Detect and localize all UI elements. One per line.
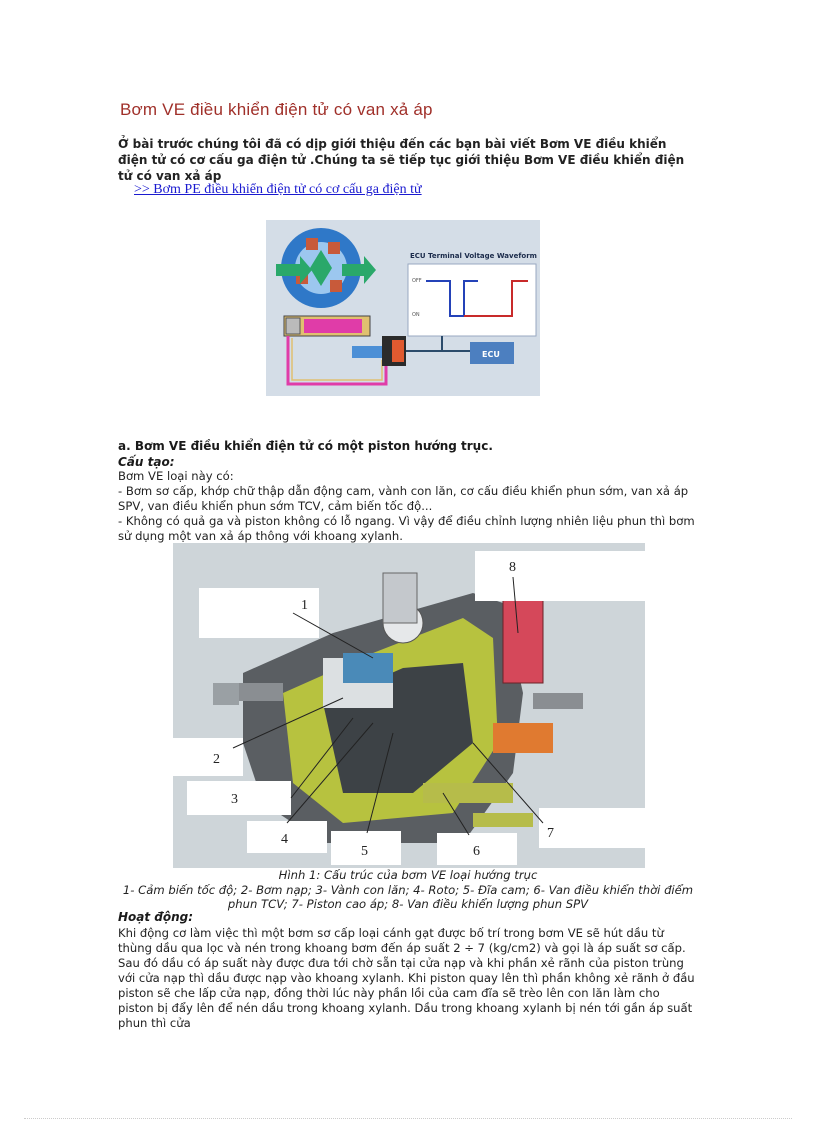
structure-line-1: Bơm VE loại này có: (118, 469, 234, 483)
callout-4-label: 4 (281, 832, 288, 847)
article-title: Bơm VE điều khiển điện tử có van xả áp (120, 100, 433, 119)
figure-caption (118, 868, 698, 912)
off-label: OFF (412, 278, 422, 284)
callout-1-label: 1 (301, 598, 308, 613)
callout-8-label: 8 (509, 560, 516, 575)
section-a-heading: a. Bơm VE điều khiển điện tử có một piston hướng trục. (118, 439, 493, 453)
related-article-link[interactable]: >> Bơm PE điều khiển điện tử có cơ cấu ga điện tử (134, 182, 422, 197)
callout-2-label: 2 (213, 752, 220, 767)
callout-3-label: 3 (231, 792, 238, 807)
operation-text: Khi động cơ làm việc thì một bơm sơ cấp loại cánh gạt được bố trí trong bơm VE sẽ hút dầu từ thùng dầu qua lọc và nén trong khoang bơm đến áp suất 2 ÷ 7 (kg/cm2) và gọi là áp suất sơ cấp. Sau đó dầu có áp suất này được đưa tới chờ sẵn tại cửa nạp và khi phần xẻ rãnh của piston trùng với cửa nạp thì dầu được nạp vào khoang xylanh. Khi piston quay lên thì phần không xẻ rãnh ở đầu piston sẽ che lấp cửa nạp, đồng thời lúc này phần lồi của cam đĩa sẽ trèo lên con lăn làm cho piston bị đẩy lên để nén dầu trong khoang xylanh. Dầu trong khoang xylanh bị nén tới gần áp suất phun thì cửa (118, 926, 695, 1030)
operation-heading: Hoạt động: (118, 910, 194, 924)
ecu-label: ECU (482, 350, 500, 359)
callout-7-label: 7 (547, 826, 554, 841)
structure-line-3: - Không có quả ga và piston không có lỗ ngang. Vì vậy để điều chỉnh lượng nhiên liệu phun thì bơm sử dụng một van xả áp thông với khoang xylanh. (118, 514, 695, 543)
waveform-title: ECU Terminal Voltage Waveform (410, 252, 537, 260)
structure-line-2: - Bơm sơ cấp, khớp chữ thập dẫn động cam, vành con lăn, cơ cấu điều khiển phun sớm, van xả áp SPV, van điều khiển phun sớm TCV, cảm biến tốc độ... (118, 484, 689, 513)
waveform-panel (408, 252, 537, 351)
ecu-box (470, 342, 514, 364)
structure-heading: Cấu tạo: (118, 455, 175, 469)
on-label: ON (412, 312, 420, 318)
figure-pump-schematic (266, 220, 540, 396)
caption-title: Hình 1: Cấu trúc của bơm VE loại hướng trục (278, 868, 538, 882)
callout-6-label: 6 (473, 844, 480, 859)
callout-5-label: 5 (361, 844, 368, 859)
figure-pump-cutaway (173, 543, 645, 868)
article-intro: Ở bài trước chúng tôi đã có dịp giới thiệu đến các bạn bài viết Bơm VE điều khiển điện tử có cơ cấu ga điện tử .Chúng ta sẽ tiếp tục giới thiệu Bơm VE điều khiển điện tử có van xả áp (118, 137, 685, 183)
page-divider (24, 1118, 792, 1119)
caption-legend: 1- Cảm biến tốc độ; 2- Bơm nạp; 3- Vành con lăn; 4- Roto; 5- Đĩa cam; 6- Van điều khiển thời điểm phun TCV; 7- Piston cao áp; 8- Van điều khiển lượng phun SPV (122, 882, 694, 911)
